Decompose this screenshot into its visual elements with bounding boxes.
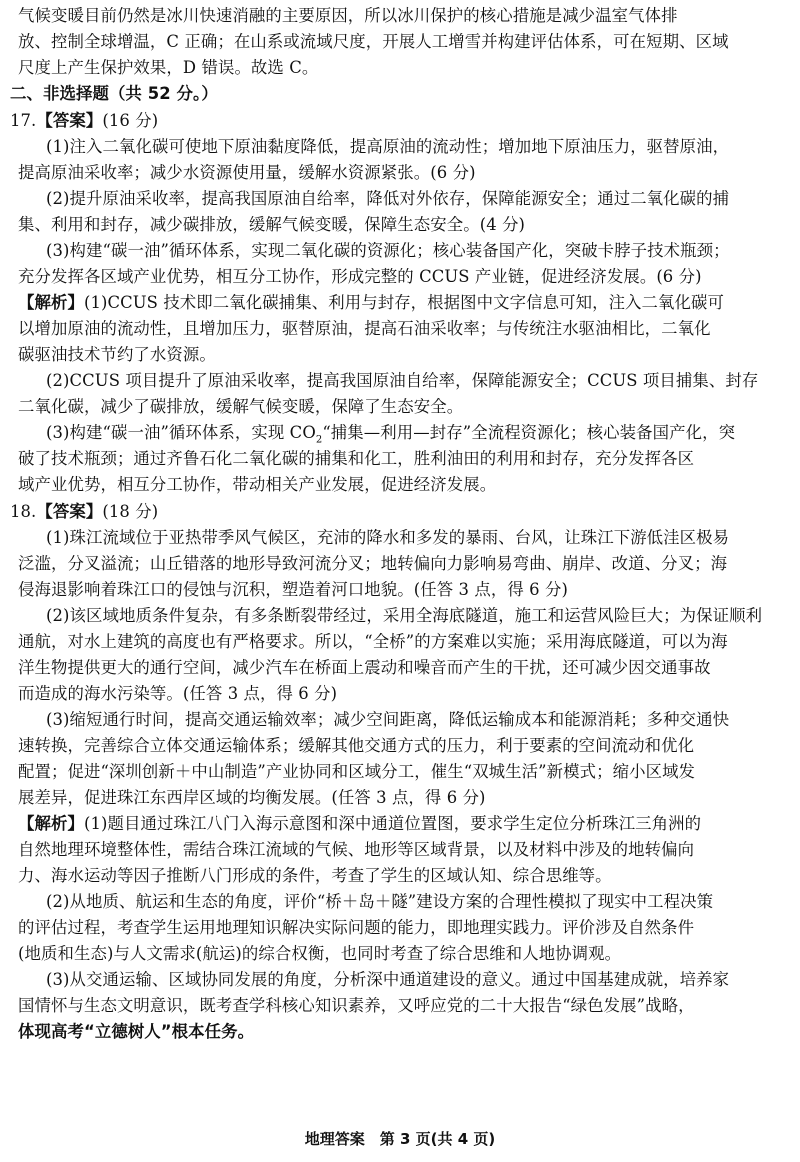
- text-line: (地质和生态)与人文需求(航运)的综合权衡，也同时考查了综合思维和人地协调观。: [18, 944, 622, 963]
- text-line: 尺度上产生保护效果，D 错误。故选 C。: [18, 58, 319, 77]
- question-number: 18.: [10, 502, 37, 521]
- text-line: (3)构建“碳一油”循环体系，实现二氧化碳的资源化；核心装备国产化，突破卡脖子技术瓶颈；: [46, 241, 730, 260]
- text-line: 提高原油采收率；减少水资源使用量，缓解水资源紧张。(6 分): [18, 163, 476, 182]
- text-line: (3)缩短通行时间，提高交通运输效率；减少空间距离，降低运输成本和能源消耗；多种交通快: [46, 710, 730, 729]
- text-line: 国情怀与生态文明意识，既考查学科核心知识素养，又呼应党的二十大报告“绿色发展”战略，: [18, 996, 695, 1015]
- text-line: (2)CCUS 项目提升了原油采收率，提高我国原油自给率，保障能源安全；CCUS 项目捕集、封存: [46, 371, 759, 390]
- text-line: 展差异，促进珠江东西岸区域的均衡发展。(任答 3 点，得 6 分): [18, 788, 486, 807]
- analysis-line: [18, 811, 788, 837]
- analysis-text: (1)题目通过珠江八门入海示意图和深中通道位置图，要求学生定位分析珠江三角洲的: [83, 814, 702, 833]
- analysis-line: [18, 290, 788, 316]
- text-line: (3)从交通运输、区域协同发展的角度，分析深中通道建设的意义。通过中国基建成就，培养家: [46, 970, 730, 989]
- text-line: 二氧化碳，减少了碳排放，缓解气候变暖，保障了生态安全。: [18, 397, 464, 416]
- analysis-tag: 【解析】: [18, 293, 84, 312]
- text-line: 通航，对水上建筑的高度也有严格要求。所以，“全桥”的方案难以实施；采用海底隧道，可以为海: [18, 632, 728, 651]
- text-line: (1)珠江流域位于亚热带季风气候区，充沛的降水和多发的暴雨、台风，让珠江下游低洼区极易: [46, 528, 730, 547]
- score: (18 分): [102, 502, 159, 521]
- analysis-text: (1)CCUS 技术即二氧化碳捕集、利用与封存，根据图中文字信息可知，注入二氧化碳可: [83, 293, 724, 312]
- text-line: 放、控制全球增温，C 正确；在山系或流域尺度，开展人工增雪并构建评估体系，可在短期、区域: [18, 32, 729, 51]
- text-line: 自然地理环境整体性，需结合珠江流域的气候、地形等区域背景，以及材料中涉及的地转偏向: [18, 840, 695, 859]
- text-part: “捕集—利用—封存”全流程资源化；核心装备国产化，突: [322, 423, 736, 442]
- text-line: 集、利用和封存，减少碳排放，缓解气候变暖，保障生态安全。(4 分): [18, 215, 526, 234]
- analysis-tag: 【解析】: [18, 814, 84, 833]
- text-line: 而造成的海水污染等。(任答 3 点，得 6 分): [18, 684, 338, 703]
- text-part: (3)构建“碳一油”循环体系，实现 CO: [46, 423, 316, 442]
- text-line: (1)注入二氧化碳可使地下原油黏度降低，提高原油的流动性；增加地下原油压力，驱替原油，: [46, 137, 730, 156]
- text-line: 破了技术瓶颈；通过齐鲁石化二氧化碳的捕集和化工，胜利油田的利用和封存，充分发挥各区: [18, 449, 695, 468]
- text-line: (2)提升原油采收率，提高我国原油自给率，降低对外依存，保障能源安全；通过二氧化碳的捕: [46, 189, 730, 208]
- answer-tag: 【答案】: [36, 111, 103, 130]
- subscript: 2: [315, 434, 323, 446]
- page-footer: 地理答案 第 3 页(共 4 页): [304, 1130, 496, 1148]
- text-line: 速转换，完善综合立体交通运输体系；缓解其他交通方式的压力，利于要素的空间流动和优化: [18, 736, 695, 755]
- text-line: (2)该区域地质条件复杂，有多条断裂带经过，采用全海底隧道，施工和运营风险巨大；为保证顺利: [46, 606, 763, 625]
- text-line: 气候变暖目前仍然是冰川快速消融的主要原因，所以冰川保护的核心措施是减少温室气体排: [18, 6, 678, 25]
- text-line: 的评估过程，考查学生运用地理知识解决实际问题的能力，即地理实践力。评价涉及自然条件: [18, 918, 695, 937]
- text-line: 泛滥，分叉溢流；山丘错落的地形导致河流分叉；地转偏向力影响易弯曲、崩岸、改道、分叉；海: [18, 554, 728, 573]
- text-line: 力、海水运动等因子推断八门形成的条件，考查了学生的区域认知、综合思维等。: [18, 866, 612, 885]
- text-line: 域产业优势，相互分工协作，带动相关产业发展，促进经济发展。: [18, 475, 497, 494]
- question-17-header: [10, 108, 780, 134]
- text-line: (2)从地质、航运和生态的角度，评价“桥＋岛＋隧”建设方案的合理性模拟了现实中工程决策: [46, 892, 714, 911]
- text-line: 充分发挥各区域产业优势，相互分工协作，形成完整的 CCUS 产业链，促进经济发展。(6 分): [18, 267, 702, 286]
- text-line: 以增加原油的流动性，且增加压力，驱替原油，提高石油采收率；与传统注水驱油相比，二氧化: [18, 319, 711, 338]
- question-number: 17.: [10, 111, 37, 130]
- text-line: 洋生物提供更大的通行空间，减少汽车在桥面上震动和噪音而产生的干扰，还可减少因交通事故: [18, 658, 711, 677]
- text-line: 配置；促进“深圳创新＋中山制造”产业协同和区域分工，催生“双城生活”新模式；缩小区域发: [18, 762, 696, 781]
- score: (16 分): [102, 111, 159, 130]
- question-18-header: [10, 499, 780, 525]
- section-heading: 二、非选择题（共 52 分。）: [10, 84, 218, 103]
- text-line: 侵海退影响着珠江口的侵蚀与沉积，塑造着河口地貌。(任答 3 点，得 6 分): [18, 580, 569, 599]
- text-line: 体现高考“立德树人”根本任务。: [18, 1022, 255, 1041]
- text-line: 碳驱油技术节约了水资源。: [18, 345, 216, 364]
- answer-tag: 【答案】: [36, 502, 103, 521]
